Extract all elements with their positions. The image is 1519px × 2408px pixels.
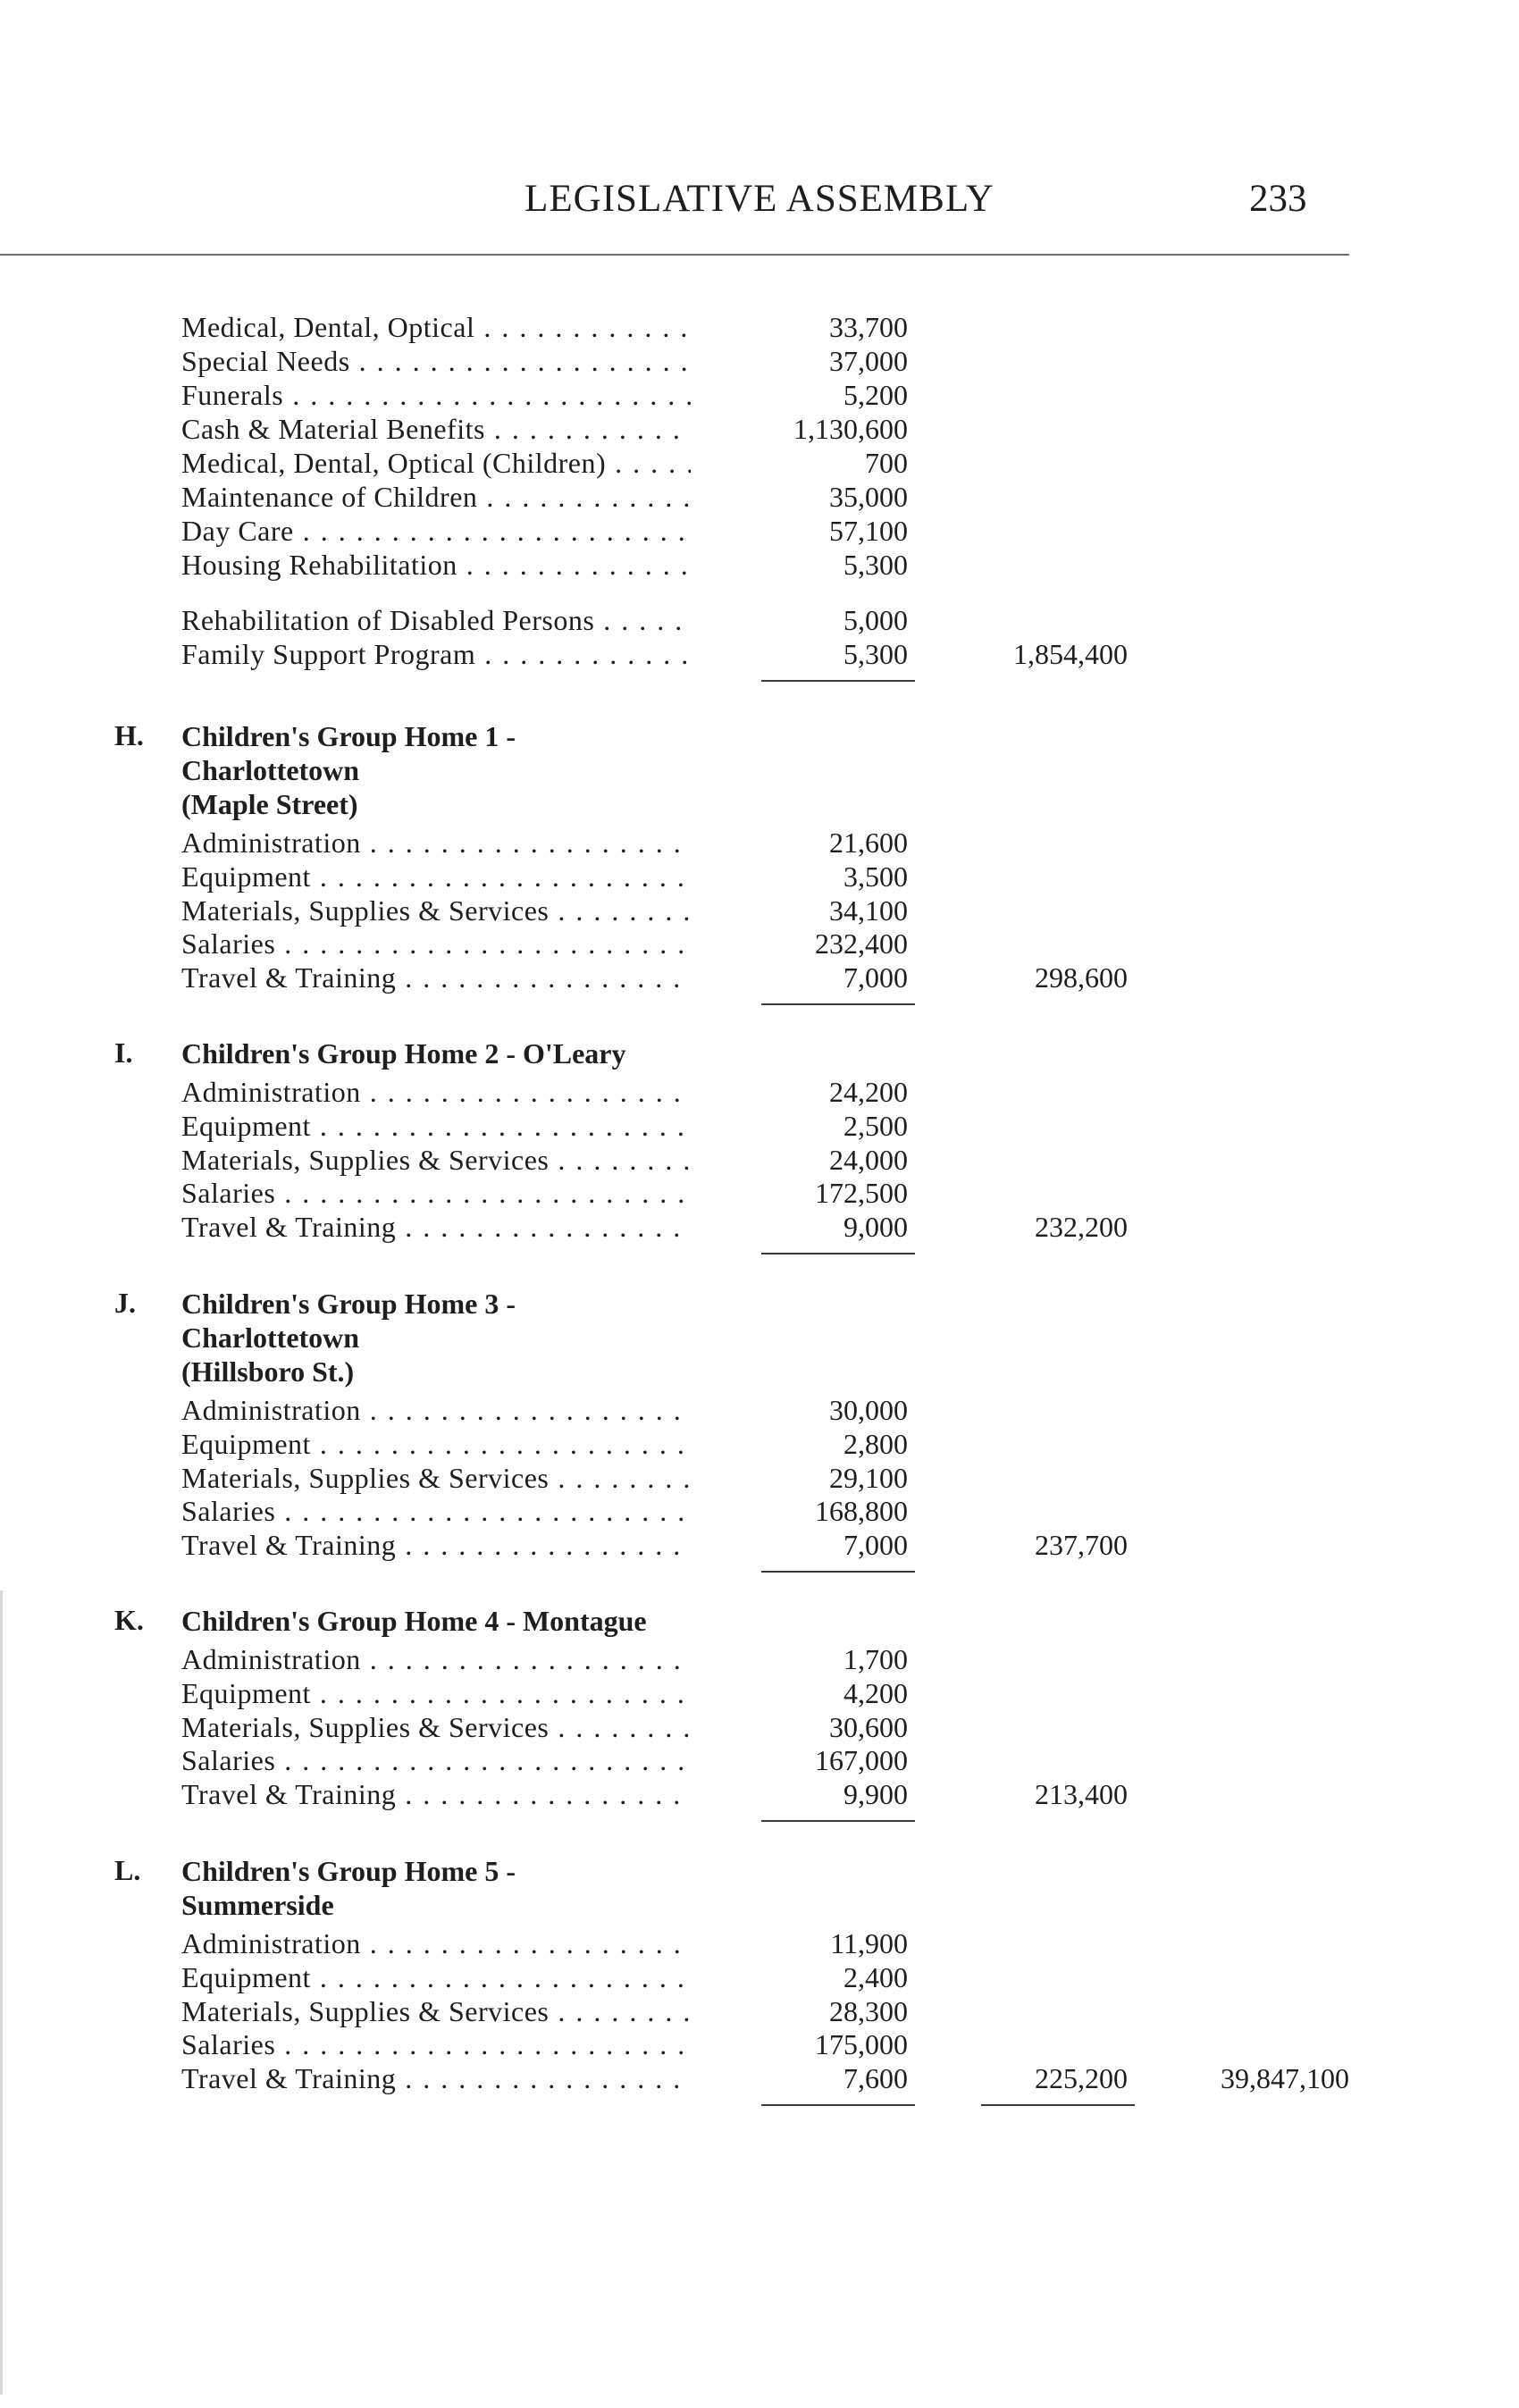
line-item-amount: 11,900 [830, 1927, 908, 1959]
line-item-amount: 30,600 [829, 1710, 908, 1743]
line-item-label: Medical, Dental, Optical (Children) . . . [181, 447, 691, 480]
line-item-amount: 4,200 [843, 1676, 908, 1709]
section-letter: L. [114, 1854, 141, 1886]
line-item-row [0, 2028, 1519, 2064]
line-item-label: Materials, Supplies & Services . . . [181, 1995, 691, 2028]
line-item-label: Rehabilitation of Disabled Persons . . . [181, 604, 691, 637]
line-item-label: Travel & Training . . . [181, 1778, 691, 1811]
line-item-label: Maintenance of Children . . . [181, 481, 691, 514]
line-item-row [0, 413, 1519, 449]
grand-total: 39,847,100 [1221, 2062, 1349, 2095]
line-item-label: Cash & Material Benefits . . . [181, 413, 691, 446]
line-item-row [0, 1076, 1519, 1112]
line-item-amount: 7,000 [843, 961, 908, 994]
section-letter: I. [114, 1036, 133, 1069]
line-item-row [0, 638, 1519, 674]
section-subtotal: 225,200 [1035, 2062, 1128, 2095]
line-item-label: Materials, Supplies & Services . . . [181, 1462, 691, 1495]
line-item-label: Equipment . . . [181, 1110, 691, 1143]
line-item-row [0, 1643, 1519, 1679]
line-item-amount: 9,900 [843, 1778, 908, 1811]
line-item-row [0, 481, 1519, 516]
line-item-row [0, 860, 1519, 896]
line-item-row [0, 1394, 1519, 1430]
line-item-row [0, 1961, 1519, 1997]
column-underline [761, 1003, 915, 1005]
line-item-amount: 5,000 [843, 604, 908, 636]
line-item-label: Equipment . . . [181, 860, 691, 894]
line-item-label: Medical, Dental, Optical . . . [181, 311, 691, 344]
section-letter: K. [114, 1604, 144, 1636]
line-item-row [0, 1144, 1519, 1179]
line-item-label: Equipment . . . [181, 1677, 691, 1710]
line-item-amount: 1,130,600 [793, 413, 908, 445]
line-item-row [0, 1177, 1519, 1212]
subtotal-underline [981, 2104, 1135, 2106]
section-subtotal: 237,700 [1035, 1529, 1128, 1562]
line-item-label: Salaries . . . [181, 1744, 691, 1777]
line-item-amount: 172,500 [815, 1177, 908, 1210]
line-item-amount: 35,000 [829, 481, 908, 513]
line-item-label: Administration . . . [181, 1643, 691, 1676]
line-item-amount: 57,100 [829, 515, 908, 547]
line-item-row [0, 894, 1519, 930]
line-item-row [0, 1927, 1519, 1963]
page-header-title: LEGISLATIVE ASSEMBLY [525, 178, 994, 220]
section-letter: H. [114, 719, 144, 751]
section-subtotal: 1,854,400 [1013, 638, 1128, 670]
line-item-label: Travel & Training . . . [181, 961, 691, 994]
section-title: Children's Group Home 5 - [181, 1855, 516, 1887]
line-item-row [0, 1495, 1519, 1531]
line-item-amount: 232,400 [815, 927, 908, 961]
line-item-row [0, 1110, 1519, 1145]
line-item-row [0, 1744, 1519, 1780]
line-item-amount: 2,400 [843, 1960, 908, 1993]
line-item-label: Equipment . . . [181, 1961, 691, 1994]
line-item-amount: 24,200 [829, 1076, 908, 1108]
section-subtotal: 232,200 [1035, 1211, 1128, 1244]
line-item-label: Administration . . . [181, 1927, 691, 1960]
line-item-amount: 21,600 [829, 826, 908, 859]
line-item-label: Housing Rehabilitation . . . [181, 549, 691, 582]
column-underline [761, 2104, 915, 2106]
line-item-row [0, 1211, 1519, 1246]
column-underline [761, 1820, 915, 1822]
line-item-amount: 5,300 [843, 549, 908, 581]
line-item-label: Materials, Supplies & Services . . . [181, 894, 691, 927]
section-title: Charlottetown [181, 1321, 360, 1354]
column-underline [761, 1253, 915, 1254]
line-item-amount: 2,800 [843, 1427, 908, 1460]
line-item-label: Administration . . . [181, 826, 691, 860]
line-item-row [0, 1995, 1519, 2031]
line-item-row [0, 311, 1519, 347]
line-item-label: Materials, Supplies & Services . . . [181, 1711, 691, 1744]
section-title: Children's Group Home 4 - Montague [181, 1605, 647, 1637]
line-item-amount: 168,800 [815, 1495, 908, 1528]
line-item-row [0, 515, 1519, 550]
section-letter: J. [114, 1287, 136, 1319]
line-item-row [0, 2062, 1519, 2098]
line-item-amount: 37,000 [829, 345, 908, 377]
line-item-row [0, 927, 1519, 963]
line-item-amount: 7,600 [843, 2062, 908, 2095]
section-title: (Maple Street) [181, 788, 358, 820]
line-item-label: Family Support Program . . . [181, 638, 691, 671]
line-item-label: Equipment . . . [181, 1428, 691, 1461]
line-item-row [0, 826, 1519, 862]
line-item-label: Salaries . . . [181, 1495, 691, 1528]
section-title: Children's Group Home 1 - [181, 720, 516, 752]
line-item-label: Travel & Training . . . [181, 1529, 691, 1562]
scan-edge [0, 1590, 3, 2395]
header-rule [0, 254, 1349, 256]
line-item-label: Salaries . . . [181, 927, 691, 961]
line-item-label: Day Care . . . [181, 515, 691, 548]
line-item-label: Salaries . . . [181, 1177, 691, 1210]
line-item-row [0, 549, 1519, 584]
section-title: Children's Group Home 3 - [181, 1288, 516, 1320]
line-item-amount: 29,100 [829, 1461, 908, 1494]
line-item-row [0, 1711, 1519, 1747]
line-item-row [0, 1428, 1519, 1464]
line-item-label: Special Needs . . . [181, 345, 691, 378]
line-item-label: Administration . . . [181, 1394, 691, 1427]
line-item-row [0, 447, 1519, 482]
line-item-amount: 700 [865, 447, 908, 479]
section-title: Charlottetown [181, 754, 360, 786]
section-subtotal: 298,600 [1035, 961, 1128, 994]
section-title: (Hillsboro St.) [181, 1355, 355, 1388]
line-item-amount: 28,300 [829, 1994, 908, 2027]
line-item-row [0, 1529, 1519, 1565]
line-item-row [0, 604, 1519, 640]
line-item-amount: 2,500 [843, 1109, 908, 1142]
column-underline [761, 1571, 915, 1573]
line-item-amount: 7,000 [843, 1529, 908, 1562]
line-item-row [0, 345, 1519, 381]
line-item-label: Travel & Training . . . [181, 1211, 691, 1244]
line-item-amount: 33,700 [829, 311, 908, 343]
line-item-amount: 30,000 [829, 1394, 908, 1426]
section-subtotal: 213,400 [1035, 1778, 1128, 1811]
line-item-label: Materials, Supplies & Services . . . [181, 1144, 691, 1177]
line-item-row [0, 379, 1519, 415]
line-item-row [0, 1462, 1519, 1498]
line-item-amount: 3,500 [843, 860, 908, 893]
line-item-amount: 34,100 [829, 894, 908, 927]
line-item-row [0, 1677, 1519, 1713]
line-item-row [0, 1778, 1519, 1814]
line-item-amount: 1,700 [843, 1643, 908, 1675]
line-item-row [0, 961, 1519, 997]
section-title: Summerside [181, 1889, 334, 1921]
line-item-label: Salaries . . . [181, 2028, 691, 2061]
page-number: 233 [1249, 178, 1307, 220]
line-item-label: Administration . . . [181, 1076, 691, 1109]
line-item-amount: 5,300 [843, 638, 908, 670]
line-item-amount: 175,000 [815, 2028, 908, 2061]
section-title: Children's Group Home 2 - O'Leary [181, 1037, 626, 1070]
line-item-amount: 167,000 [815, 1744, 908, 1777]
line-item-amount: 24,000 [829, 1143, 908, 1176]
line-item-amount: 9,000 [843, 1211, 908, 1244]
column-underline [761, 680, 915, 682]
line-item-label: Funerals . . . [181, 379, 691, 412]
line-item-label: Travel & Training . . . [181, 2062, 691, 2095]
line-item-amount: 5,200 [843, 379, 908, 411]
